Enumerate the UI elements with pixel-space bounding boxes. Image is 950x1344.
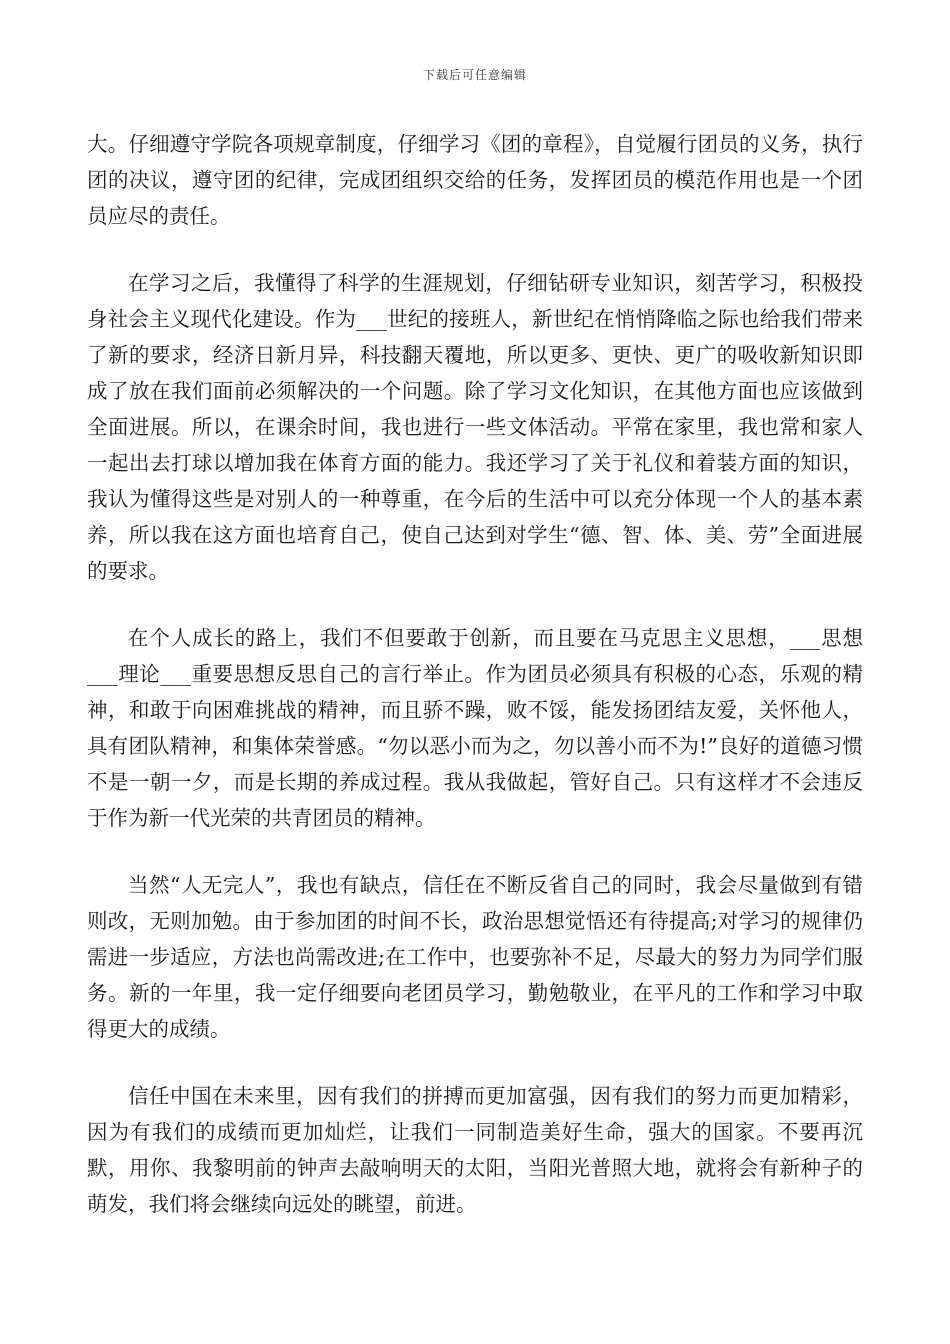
paragraph-1: 大。仔细遵守学院各项规章制度，仔细学习《团的章程》，自觉履行团员的义务，执行团的决议，遵守团的纪律，完成团组织交给的任务，发挥团员的模范作用也是一个团员应尽的责任。 bbox=[87, 132, 863, 228]
paragraph-5: 信任中国在未来里，因有我们的拼搏而更加富强，因有我们的努力而更加精彩，因为有我们的成绩而更加灿烂，让我们一同制造美好生命，强大的国家。不要再沉默，用你、我黎明前的钟声去敲响明天的太阳，当阳光普照大地，就将会有新种子的萌发，我们将会继续向远处的眺望，前进。 bbox=[87, 1084, 863, 1216]
paragraph-3: 在个人成长的路上，我们不但要敢于创新，而且要在马克思主义思想，___思想___理论___重要思想反思自己的言行举止。作为团员必须具有积极的心态，乐观的精神，和敢于向困难挑战的精神，而且骄不躁，败不馁，能发扬团结友爱，关怀他人，具有团队精神，和集体荣誉感。“勿以恶小而为之，勿以善小而不为!”良好的道德习惯不是一朝一夕，而是长期的养成过程。我从我做起，管好自己。只有这样才不会违反于作为新一代光荣的共青团员的精神。 bbox=[87, 626, 863, 830]
page-header-note: 下载后可任意编辑 bbox=[422, 68, 527, 82]
document-body bbox=[87, 126, 863, 1253]
paragraph-4: 当然“人无完人”，我也有缺点，信任在不断反省自己的同时，我会尽量做到有错则改，无则加勉。由于参加团的时间不长，政治思想觉悟还有待提高;对学习的规律仍需进一步适应，方法也尚需改进;在工作中，也要弥补不足，尽最大的努力为同学们服务。新的一年里，我一定仔细要向老团员学习，勤勉敬业，在平凡的工作和学习中取得更大的成绩。 bbox=[87, 873, 863, 1041]
paragraph-2: 在学习之后，我懂得了科学的生涯规划，仔细钻研专业知识，刻苦学习，积极投身社会主义现代化建设。作为___世纪的接班人，新世纪在悄悄降临之际也给我们带来了新的要求，经济日新月异，科技翻天覆地，所以更多、更快、更广的吸收新知识即成了放在我们面前必须解决的一个问题。除了学习文化知识，在其他方面也应该做到全面进展。所以，在课余时间，我也进行一些文体活动。平常在家里，我也常和家人一起出去打球以增加我在体育方面的能力。我还学习了关于礼仪和着装方面的知识，我认为懂得这些是对别人的一种尊重，在今后的生活中可以充分体现一个人的基本素养，所以我在这方面也培育自己，使自己达到对学生“德、智、体、美、劳”全面进展的要求。 bbox=[87, 271, 863, 583]
